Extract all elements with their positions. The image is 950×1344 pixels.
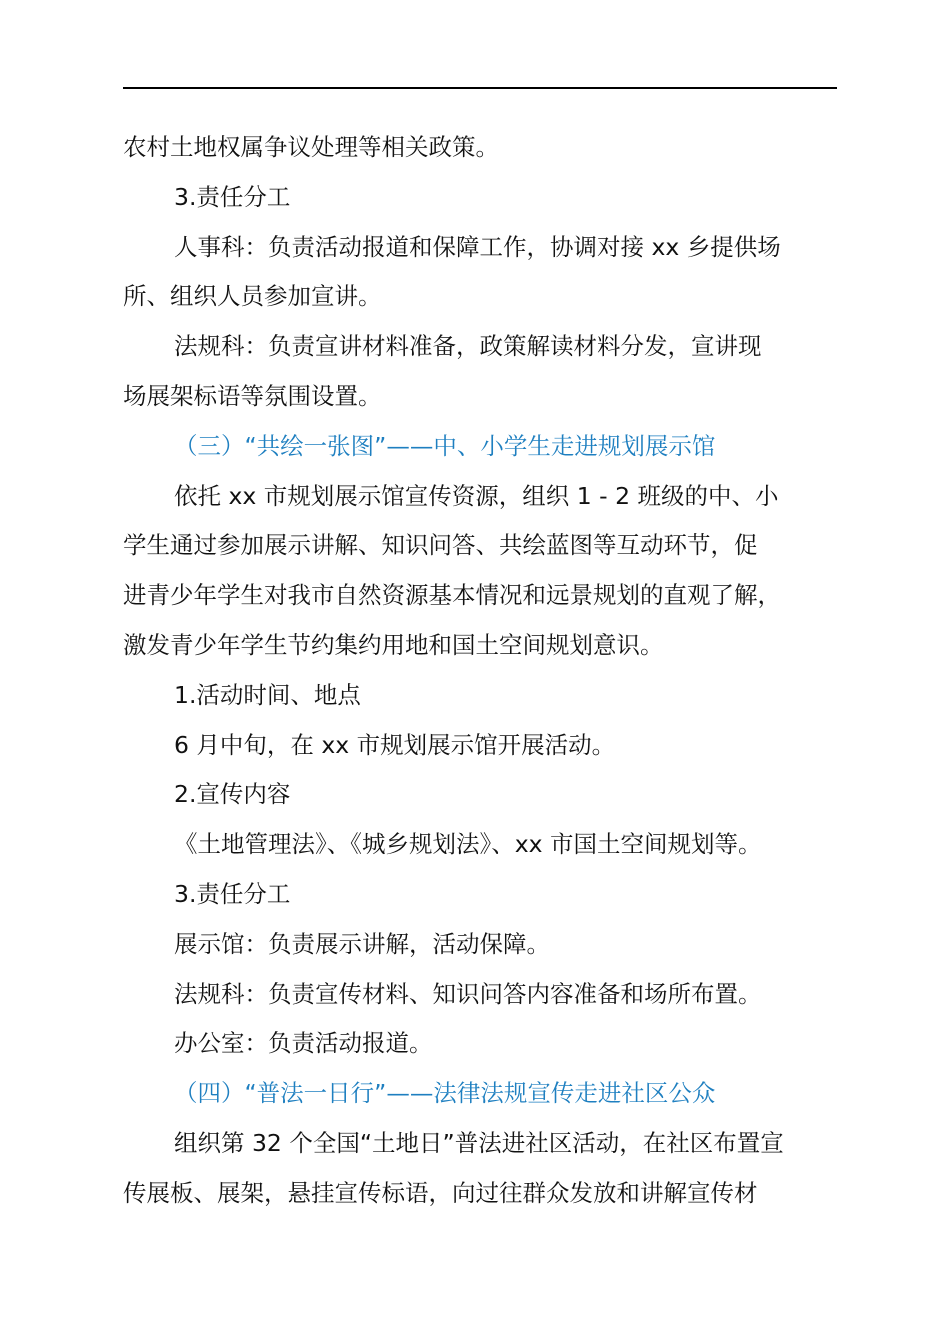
paragraph-line: 传展板、展架，悬挂宣传标语，向过往群众发放和讲解宣传材 xyxy=(123,1178,758,1207)
paragraph-line: 学生通过参加展示讲解、知识问答、共绘蓝图等互动环节，促 xyxy=(123,531,758,560)
paragraph-line: 激发青少年学生节约集约用地和国土空间规划意识。 xyxy=(123,630,664,659)
paragraph-line: 所、组织人员参加宣讲。 xyxy=(123,282,382,311)
paragraph-line: 依托 xx 市规划展示馆宣传资源，组织 1 - 2 班级的中、小 xyxy=(174,481,779,510)
section-subheading: 3.责任分工 xyxy=(174,879,291,908)
paragraph-line: 人事科：负责活动报道和保障工作，协调对接 xx 乡提供场 xyxy=(174,232,781,261)
paragraph-line: 展示馆：负责展示讲解，活动保障。 xyxy=(174,929,550,958)
paragraph-line: 《土地管理法》、《城乡规划法》、xx 市国土空间规划等。 xyxy=(174,830,762,859)
paragraph-line: 场展架标语等氛围设置。 xyxy=(123,381,382,410)
paragraph-line: 6 月中旬，在 xx 市规划展示馆开展活动。 xyxy=(174,730,616,759)
paragraph-line: 办公室：负责活动报道。 xyxy=(174,1029,433,1058)
section-heading: （四）“普法一日行”——法律法规宣传走进社区公众 xyxy=(174,1079,716,1108)
header-rule xyxy=(123,87,837,89)
section-heading: （三）“共绘一张图”——中、小学生走进规划展示馆 xyxy=(174,431,716,460)
section-subheading: 2.宣传内容 xyxy=(174,780,291,809)
paragraph-line: 法规科：负责宣传材料、知识问答内容准备和场所布置。 xyxy=(174,979,762,1008)
document-body xyxy=(123,123,837,1219)
paragraph-line: 农村土地权属争议处理等相关政策。 xyxy=(123,133,499,161)
paragraph-line: 组织第 32 个全国“土地日”普法进社区活动，在社区布置宣 xyxy=(174,1128,784,1157)
paragraph-line: 进青少年学生对我市自然资源基本情况和远景规划的直观了解， xyxy=(123,581,781,610)
section-subheading: 1.活动时间、地点 xyxy=(174,680,361,709)
paragraph-line: 法规科：负责宣讲材料准备，政策解读材料分发，宣讲现 xyxy=(174,332,762,361)
section-subheading: 3.责任分工 xyxy=(174,182,291,211)
